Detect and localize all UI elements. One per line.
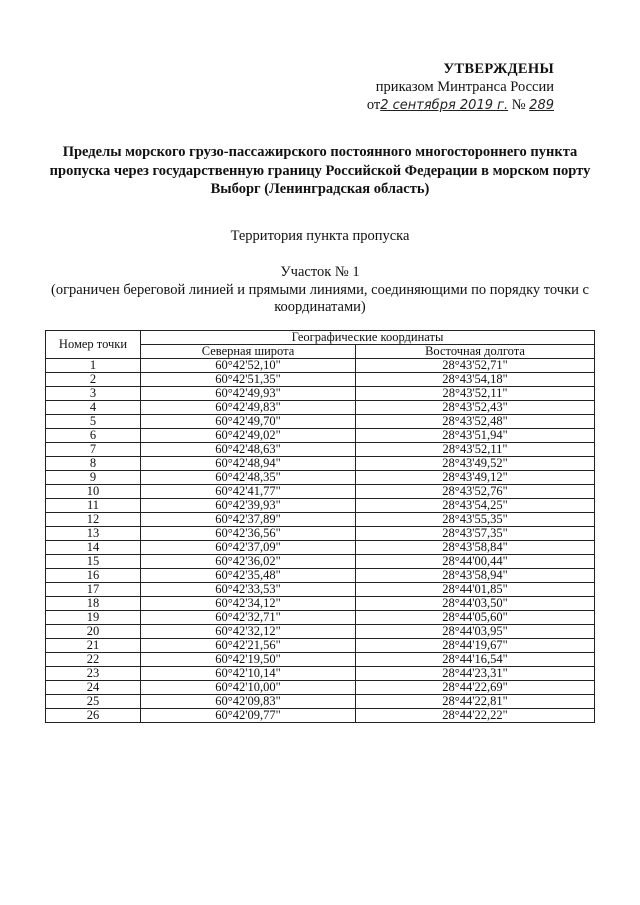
latitude-cell: 60°42'10,00" <box>141 681 356 695</box>
header-longitude: Восточная долгота <box>356 345 595 359</box>
table-row <box>46 429 595 443</box>
header-geo-coordinates: Географические координаты <box>141 331 595 345</box>
table-row <box>46 499 595 513</box>
approval-order: приказом Минтранса России <box>375 79 554 95</box>
longitude-cell: 28°44'22,81" <box>356 695 595 709</box>
subsection-description: (ограничен береговой линией и прямыми линиями, соединяющими по порядку точки с координатами) <box>51 281 589 315</box>
longitude-cell: 28°43'51,94" <box>356 429 595 443</box>
point-number-cell: 11 <box>46 499 141 513</box>
point-number-cell: 14 <box>46 541 141 555</box>
approval-block <box>367 60 554 115</box>
point-number-cell: 17 <box>46 583 141 597</box>
longitude-cell: 28°44'22,69" <box>356 681 595 695</box>
latitude-cell: 60°42'37,09" <box>141 541 356 555</box>
longitude-cell: 28°44'01,85" <box>356 583 595 597</box>
longitude-cell: 28°44'03,50" <box>356 597 595 611</box>
approval-order-line <box>367 96 554 115</box>
latitude-cell: 60°42'48,63" <box>141 443 356 457</box>
table-row <box>46 625 595 639</box>
point-number-cell: 25 <box>46 695 141 709</box>
latitude-cell: 60°42'37,89" <box>141 513 356 527</box>
longitude-cell: 28°43'52,48" <box>356 415 595 429</box>
approval-title: УТВЕРЖДЕНЫ <box>443 61 554 77</box>
point-number-cell: 18 <box>46 597 141 611</box>
table-row <box>46 611 595 625</box>
table-row <box>46 695 595 709</box>
subsection-block <box>40 264 600 317</box>
longitude-cell: 28°43'54,18" <box>356 373 595 387</box>
longitude-cell: 28°43'52,43" <box>356 401 595 415</box>
longitude-cell: 28°44'03,95" <box>356 625 595 639</box>
point-number-cell: 16 <box>46 569 141 583</box>
table-row <box>46 639 595 653</box>
latitude-cell: 60°42'34,12" <box>141 597 356 611</box>
point-number-cell: 3 <box>46 387 141 401</box>
latitude-cell: 60°42'48,35" <box>141 471 356 485</box>
point-number-cell: 24 <box>46 681 141 695</box>
point-number-cell: 6 <box>46 429 141 443</box>
longitude-cell: 28°44'05,60" <box>356 611 595 625</box>
table-body <box>46 359 595 723</box>
handwritten-date: 2 сентября 2019 г. <box>380 98 509 113</box>
longitude-cell: 28°44'00,44" <box>356 555 595 569</box>
latitude-cell: 60°42'33,53" <box>141 583 356 597</box>
latitude-cell: 60°42'32,71" <box>141 611 356 625</box>
subsection-title: Участок № 1 <box>280 264 360 280</box>
latitude-cell: 60°42'48,94" <box>141 457 356 471</box>
longitude-cell: 28°43'49,52" <box>356 457 595 471</box>
longitude-cell: 28°43'54,25" <box>356 499 595 513</box>
point-number-cell: 19 <box>46 611 141 625</box>
header-latitude: Северная широта <box>141 345 356 359</box>
table-row <box>46 569 595 583</box>
latitude-cell: 60°42'39,93" <box>141 499 356 513</box>
longitude-cell: 28°43'52,11" <box>356 443 595 457</box>
point-number-cell: 8 <box>46 457 141 471</box>
point-number-cell: 7 <box>46 443 141 457</box>
longitude-cell: 28°43'52,11" <box>356 387 595 401</box>
latitude-cell: 60°42'09,83" <box>141 695 356 709</box>
latitude-cell: 60°42'09,77" <box>141 709 356 723</box>
longitude-cell: 28°43'49,12" <box>356 471 595 485</box>
longitude-cell: 28°44'22,22" <box>356 709 595 723</box>
latitude-cell: 60°42'51,35" <box>141 373 356 387</box>
table-row <box>46 401 595 415</box>
longitude-cell: 28°44'16,54" <box>356 653 595 667</box>
table-row <box>46 443 595 457</box>
table-row <box>46 359 595 373</box>
table-row <box>46 387 595 401</box>
longitude-cell: 28°43'57,35" <box>356 527 595 541</box>
latitude-cell: 60°42'52,10" <box>141 359 356 373</box>
coordinates-table <box>45 330 595 723</box>
table-row <box>46 485 595 499</box>
latitude-cell: 60°42'49,93" <box>141 387 356 401</box>
header-point-number: Номер точки <box>46 331 141 359</box>
date-prefix: от <box>366 97 381 113</box>
latitude-cell: 60°42'19,50" <box>141 653 356 667</box>
latitude-cell: 60°42'49,70" <box>141 415 356 429</box>
point-number-cell: 13 <box>46 527 141 541</box>
latitude-cell: 60°42'32,12" <box>141 625 356 639</box>
latitude-cell: 60°42'36,56" <box>141 527 356 541</box>
table-row <box>46 583 595 597</box>
longitude-cell: 28°43'55,35" <box>356 513 595 527</box>
table-row <box>46 415 595 429</box>
table-row <box>46 373 595 387</box>
point-number-cell: 22 <box>46 653 141 667</box>
point-number-cell: 1 <box>46 359 141 373</box>
point-number-cell: 10 <box>46 485 141 499</box>
latitude-cell: 60°42'49,83" <box>141 401 356 415</box>
point-number-cell: 21 <box>46 639 141 653</box>
point-number-cell: 26 <box>46 709 141 723</box>
table-row <box>46 597 595 611</box>
longitude-cell: 28°43'58,94" <box>356 569 595 583</box>
table-row <box>46 667 595 681</box>
latitude-cell: 60°42'21,56" <box>141 639 356 653</box>
table-row <box>46 653 595 667</box>
longitude-cell: 28°44'19,67" <box>356 639 595 653</box>
table-row <box>46 471 595 485</box>
latitude-cell: 60°42'10,14" <box>141 667 356 681</box>
table-row <box>46 527 595 541</box>
longitude-cell: 28°44'23,31" <box>356 667 595 681</box>
number-prefix: № <box>511 97 526 113</box>
point-number-cell: 4 <box>46 401 141 415</box>
section-title: Территория пункта пропуска <box>230 228 410 244</box>
table-row <box>46 709 595 723</box>
point-number-cell: 2 <box>46 373 141 387</box>
point-number-cell: 23 <box>46 667 141 681</box>
latitude-cell: 60°42'49,02" <box>141 429 356 443</box>
point-number-cell: 5 <box>46 415 141 429</box>
table-row <box>46 457 595 471</box>
latitude-cell: 60°42'35,48" <box>141 569 356 583</box>
table-row <box>46 681 595 695</box>
longitude-cell: 28°43'52,71" <box>356 359 595 373</box>
longitude-cell: 28°43'52,76" <box>356 485 595 499</box>
table-row <box>46 555 595 569</box>
table-row <box>46 513 595 527</box>
longitude-cell: 28°43'58,84" <box>356 541 595 555</box>
point-number-cell: 9 <box>46 471 141 485</box>
point-number-cell: 15 <box>46 555 141 569</box>
handwritten-number: 289 <box>529 98 554 113</box>
point-number-cell: 20 <box>46 625 141 639</box>
latitude-cell: 60°42'36,02" <box>141 555 356 569</box>
table-row <box>46 541 595 555</box>
point-number-cell: 12 <box>46 513 141 527</box>
document-title: Пределы морского грузо-пассажирского постоянного многостороннего пункта пропуска через государственную границу Российской Федерации в морском порту Выборг (Ленинградская область) <box>49 144 591 197</box>
latitude-cell: 60°42'41,77" <box>141 485 356 499</box>
